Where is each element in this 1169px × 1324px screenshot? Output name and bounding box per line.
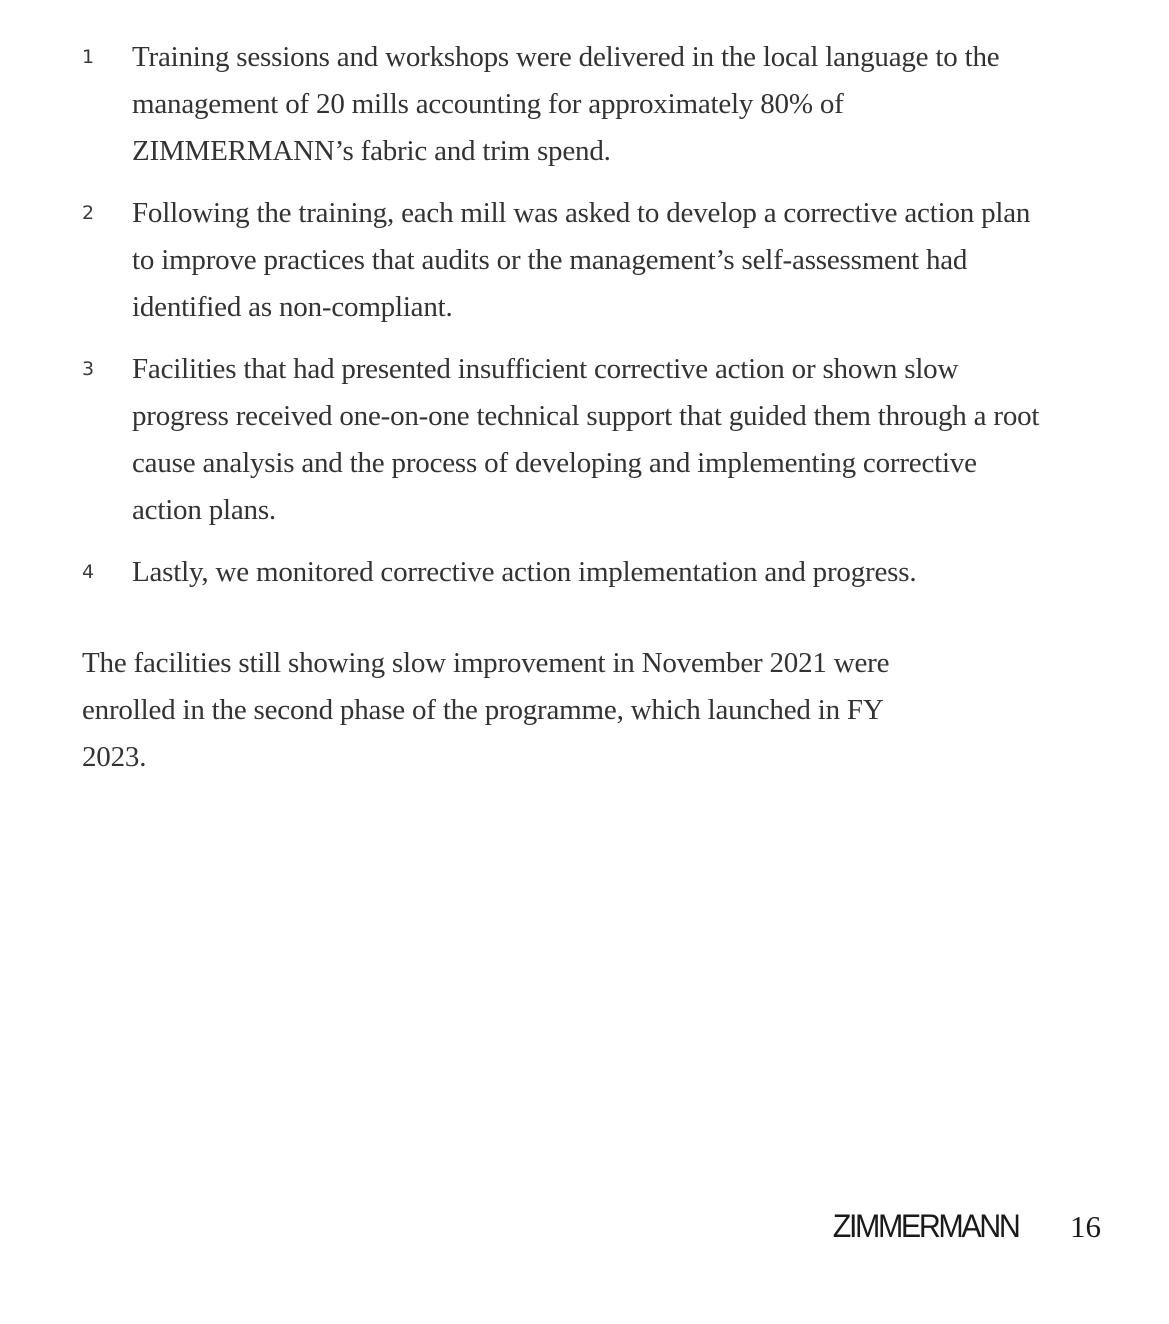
list-item-number: 1 [82, 46, 95, 68]
list-item [82, 549, 1042, 596]
list-item [82, 346, 1042, 534]
numbered-list [82, 34, 1042, 611]
list-item [82, 190, 1042, 331]
list-item-number: 3 [82, 358, 95, 380]
page-footer [823, 1208, 1101, 1245]
body-paragraph: The facilities still showing slow improvement in November 2021 were enrolled in the second phase of the programme, which launched in FY 2023. [82, 647, 890, 773]
list-item-text: Facilities that had presented insufficient corrective action or shown slow progress received one-on-one technical support that guided them through a root cause analysis and the process of developing and implementing corrective action plans. [132, 353, 1040, 526]
list-item-text: Following the training, each mill was asked to develop a corrective action plan to improve practices that audits or the management’s self-assessment had identified as non-compliant. [132, 197, 1031, 323]
list-item [82, 34, 1042, 175]
brand-wordmark: ZIMMERMANN [832, 1208, 1018, 1244]
page-number: 16 [1070, 1208, 1101, 1244]
list-item-text: Training sessions and workshops were delivered in the local language to the management of 20 mills accounting for approximately 80% of ZIMMERMANN’s fabric and trim spend. [132, 41, 1000, 167]
list-item-text: Lastly, we monitored corrective action implementation and progress. [132, 556, 917, 588]
list-item-number: 4 [82, 561, 95, 583]
list-item-number: 2 [82, 202, 95, 224]
